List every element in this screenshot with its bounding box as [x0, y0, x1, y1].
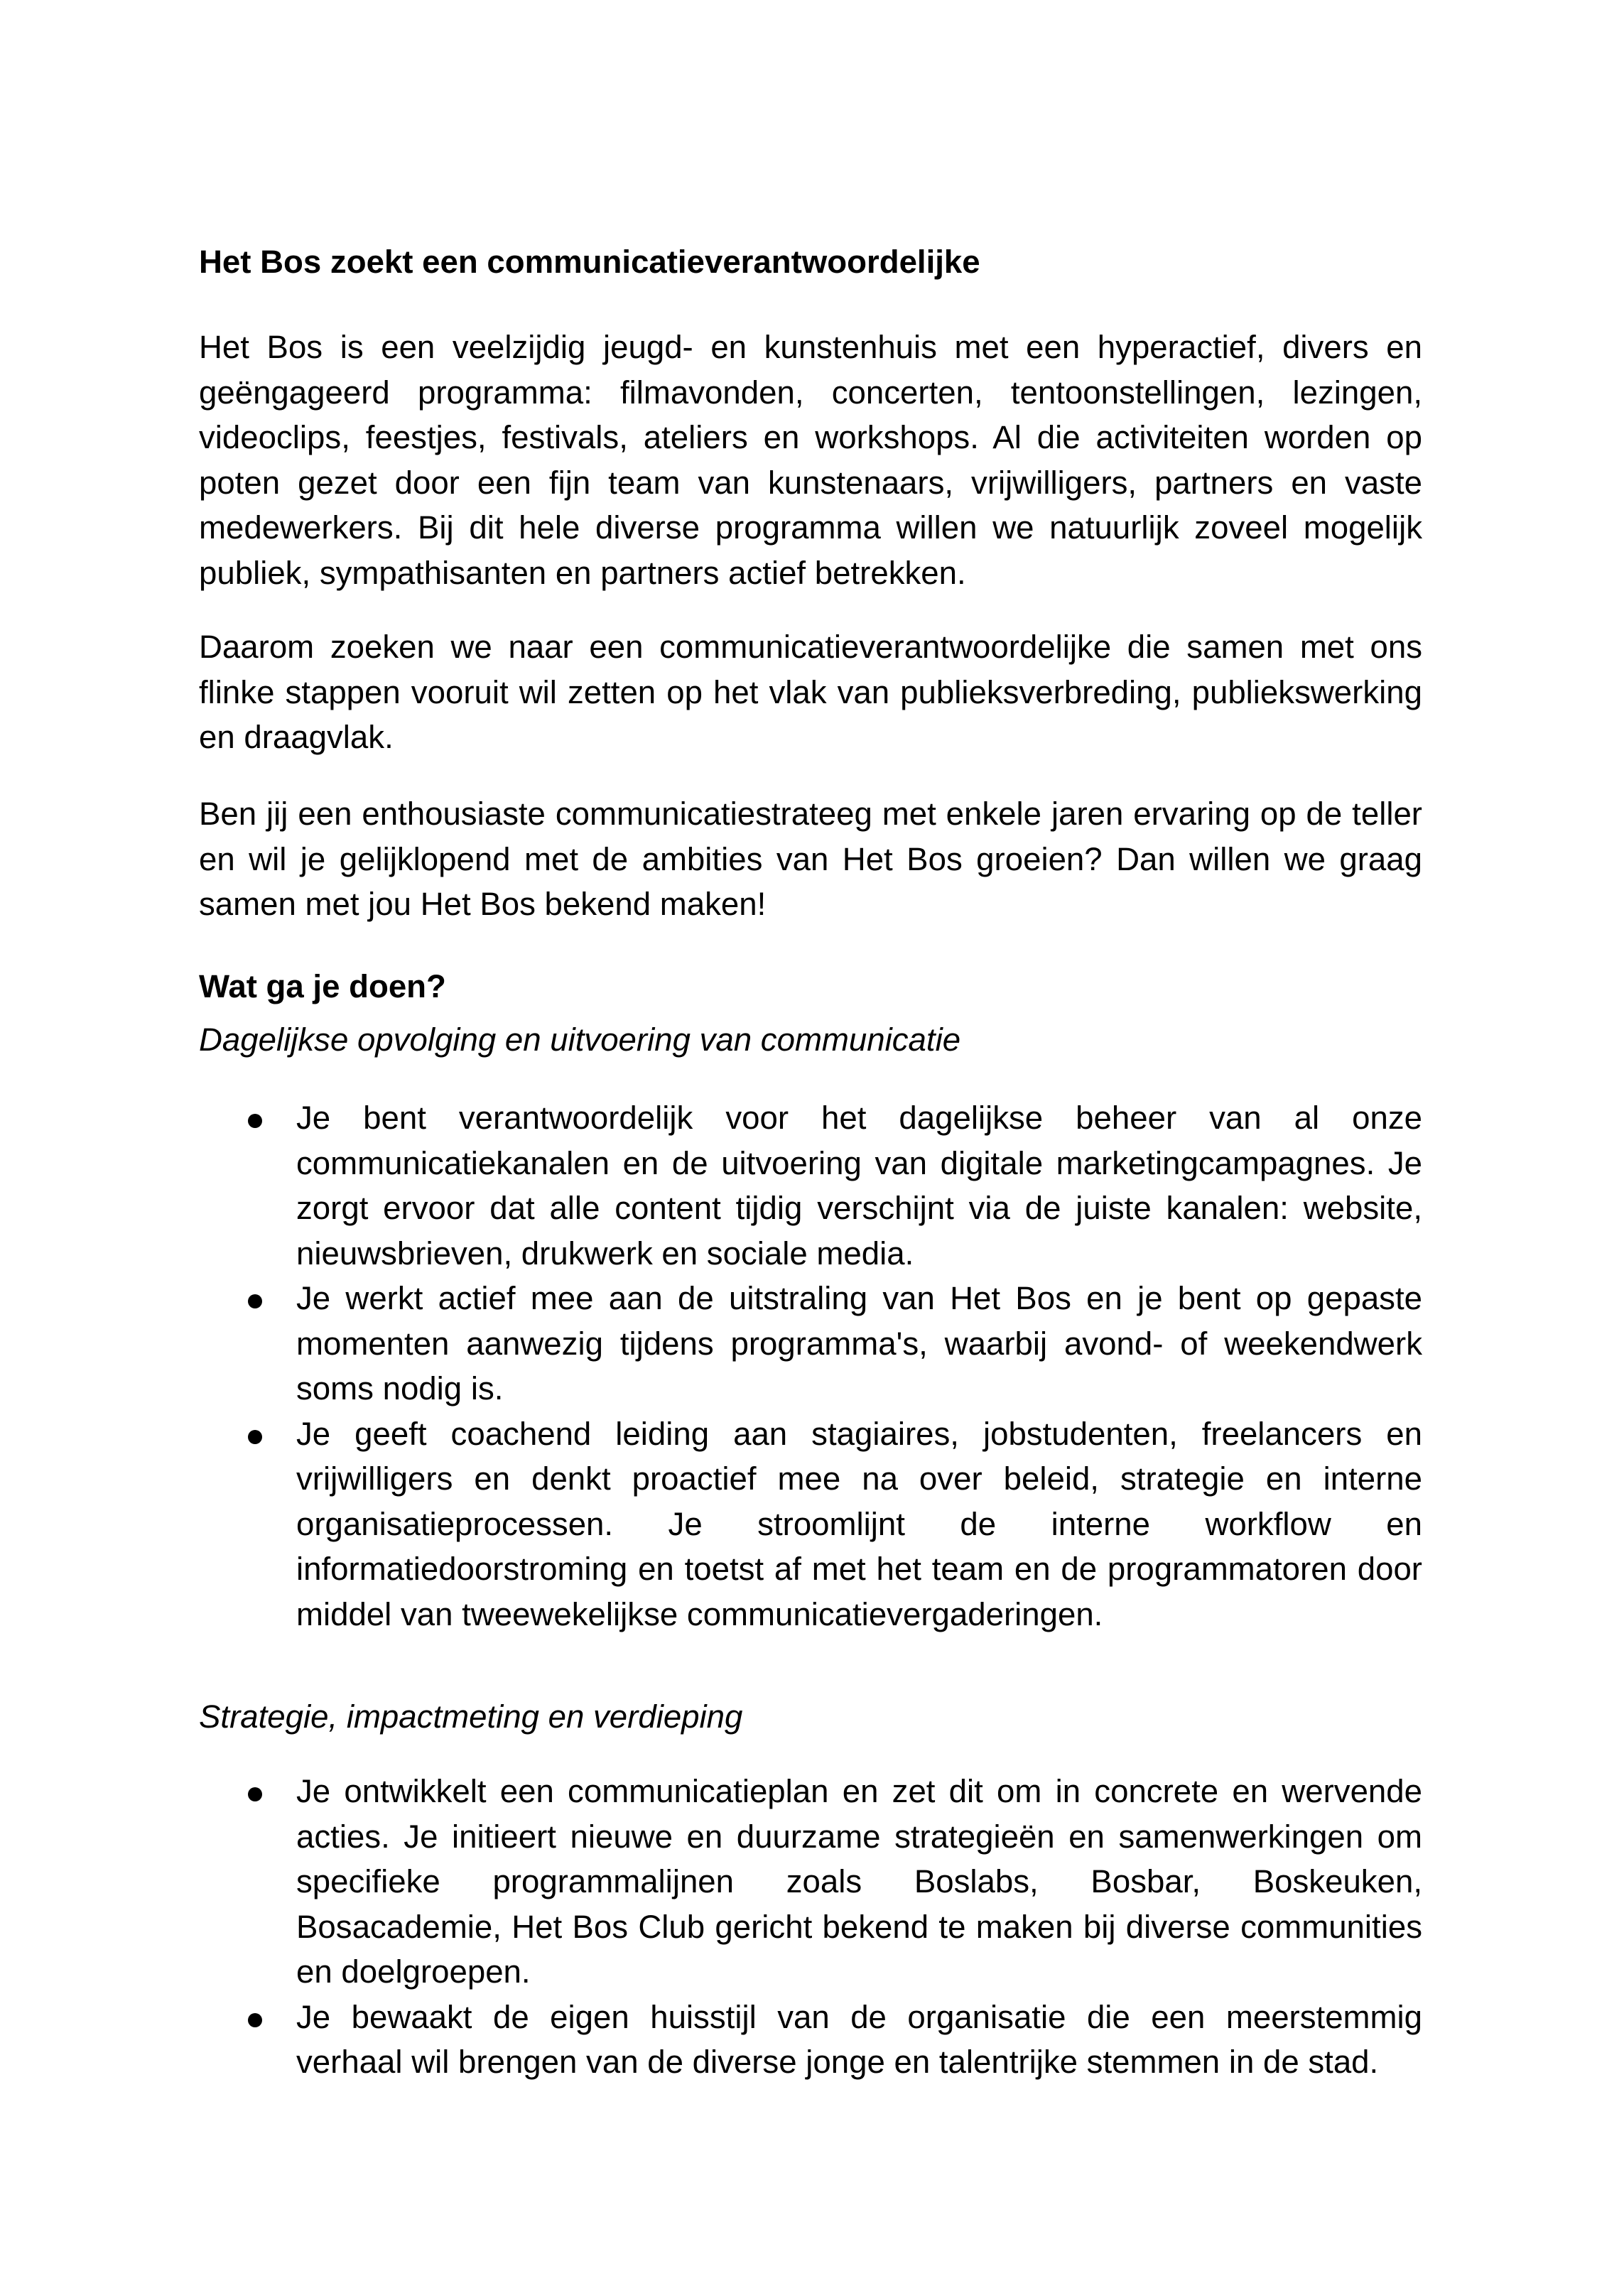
subsection-heading-strategy: [199, 1694, 1422, 1740]
paragraph-line: en wil je gelijklopend met de ambities van Het Bos groeien? Dan willen we graag: [199, 840, 1422, 877]
paragraph-line: videoclips, feestjes, festivals, ateliers en workshops. Al die activiteiten worden op: [199, 419, 1422, 455]
paragraph-line: Ben jij een enthousiaste communicatiestrateeg met enkele jaren ervaring op de teller: [199, 796, 1422, 832]
list-item-line: acties. Je initieert nieuwe en duurzame strategieën en samenwerkingen om: [296, 1818, 1422, 1855]
list-item-line: momenten aanwezig tijdens programma's, waarbij avond- of weekendwerk: [296, 1325, 1422, 1362]
section-heading-text: Wat ga je doen?: [199, 968, 446, 1004]
document-title: [199, 239, 1422, 285]
list-item: [199, 1095, 1422, 1276]
list-item-line: verhaal wil brengen van de diverse jonge en talentrijke stemmen in de stad.: [296, 2044, 1379, 2080]
paragraph-line: en draagvlak.: [199, 719, 394, 755]
list-item-line: nieuwsbrieven, drukwerk en sociale media.: [296, 1235, 914, 1272]
section-heading: [199, 964, 1422, 1009]
paragraph-line: poten gezet door een fijn team van kunstenaars, vrijwilligers, partners en vaste: [199, 464, 1422, 501]
paragraph-line: samen met jou Het Bos bekend maken!: [199, 886, 767, 922]
list-item-line: Je bewaakt de eigen huisstijl van de organisatie die een meerstemmig: [296, 1998, 1422, 2035]
list-item-line: Je geeft coachend leiding aan stagiaires, jobstudenten, freelancers en: [296, 1415, 1422, 1452]
list-item: [199, 1276, 1422, 1411]
intro-paragraph-1: [199, 325, 1422, 595]
list-item-line: informatiedoorstroming en toetst af met het team en de programmatoren door: [296, 1551, 1422, 1587]
paragraph-line: Daarom zoeken we naar een communicatieverantwoordelijke die samen met ons: [199, 629, 1422, 665]
paragraph-line: Het Bos is een veelzijdig jeugd- en kunstenhuis met een hyperactief, divers en: [199, 329, 1422, 365]
list-item-line: Bosacademie, Het Bos Club gericht bekend te maken bij diverse communities: [296, 1908, 1422, 1945]
bullet-list-strategy: [199, 1769, 1422, 2085]
list-item: [199, 1769, 1422, 1995]
bullet-icon: [248, 1294, 262, 1308]
subsection-heading-text: Strategie, impactmeting en verdieping: [199, 1698, 743, 1735]
list-item-line: zorgt ervoor dat alle content tijdig verschijnt via de juiste kanalen: website,: [296, 1190, 1422, 1226]
list-item-line: specifieke programmalijnen zoals Boslabs, Bosbar, Boskeuken,: [296, 1863, 1422, 1899]
list-item: [199, 1995, 1422, 2085]
bullet-icon: [248, 1430, 262, 1444]
paragraph-line: publiek, sympathisanten en partners actief betrekken.: [199, 554, 966, 591]
list-item-line: en doelgroepen.: [296, 1953, 531, 1990]
list-item-line: Je bent verantwoordelijk voor het dagelijkse beheer van al onze: [296, 1100, 1422, 1136]
paragraph-line: flinke stappen vooruit wil zetten op het vlak van publieksverbreding, publiekswerking: [199, 673, 1422, 710]
title-text: Het Bos zoekt een communicatieverantwoordelijke: [199, 244, 980, 280]
list-item-line: soms nodig is.: [296, 1370, 504, 1406]
subsection-heading-daily: [199, 1017, 1422, 1063]
bullet-list-daily: [199, 1095, 1422, 1637]
list-item-line: communicatiekanalen en de uitvoering van digitale marketingcampagnes. Je: [296, 1144, 1422, 1181]
intro-paragraph-2: [199, 624, 1422, 760]
paragraph-line: medewerkers. Bij dit hele diverse programma willen we natuurlijk zoveel mogelijk: [199, 509, 1422, 546]
intro-paragraph-3: [199, 791, 1422, 927]
paragraph-line: geëngageerd programma: filmavonden, concerten, tentoonstellingen, lezingen,: [199, 374, 1422, 411]
list-item: [199, 1411, 1422, 1637]
subsection-heading-text: Dagelijkse opvolging en uitvoering van communicatie: [199, 1021, 961, 1058]
list-item-line: middel van tweewekelijkse communicatievergaderingen.: [296, 1595, 1103, 1632]
list-item-line: Je ontwikkelt een communicatieplan en zet dit om in concrete en wervende: [296, 1773, 1422, 1809]
list-item-line: Je werkt actief mee aan de uitstraling van Het Bos en je bent op gepaste: [296, 1280, 1422, 1316]
bullet-icon: [248, 2013, 262, 2027]
bullet-icon: [248, 1114, 262, 1128]
list-item-line: organisatieprocessen. Je stroomlijnt de interne workflow en: [296, 1505, 1422, 1542]
list-item-line: vrijwilligers en denkt proactief mee na over beleid, strategie en interne: [296, 1460, 1422, 1497]
bullet-icon: [248, 1787, 262, 1801]
